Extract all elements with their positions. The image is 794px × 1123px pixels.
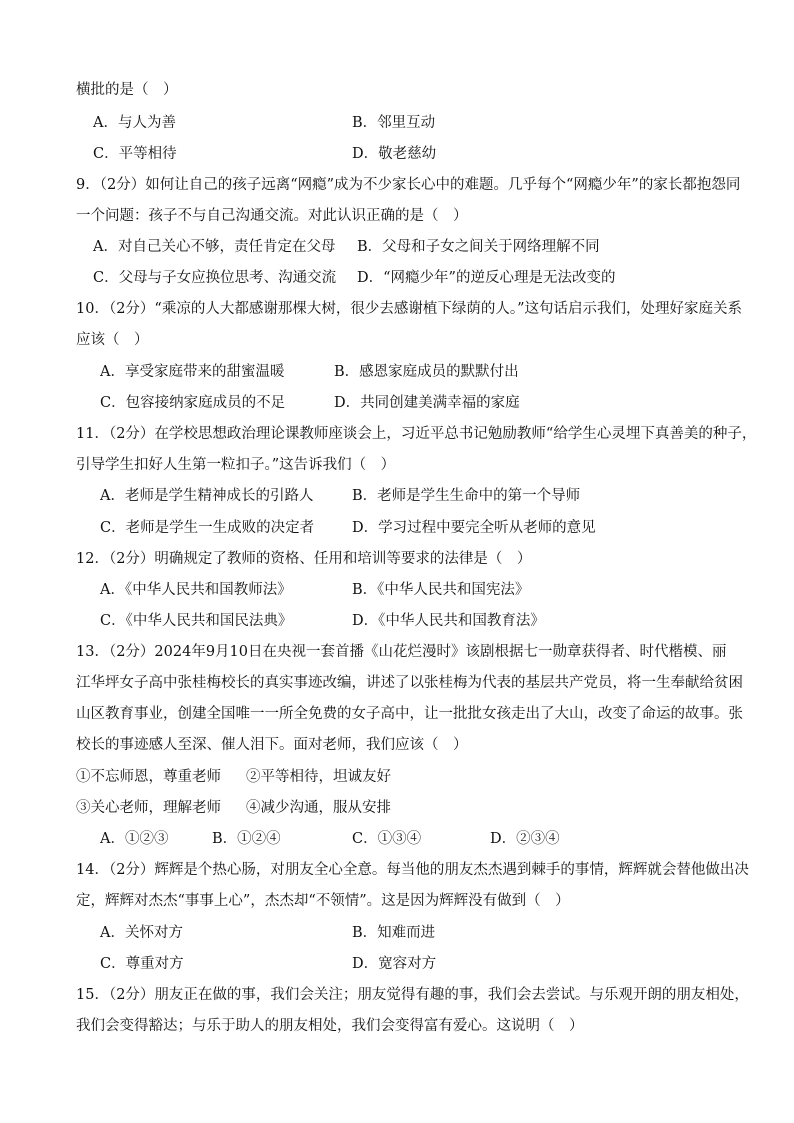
question-10-option-a[interactable]: A．享受家庭带来的甜蜜温暖 <box>100 364 285 380</box>
question-11-stem-line-1: 11．（2分）在学校思想政治理论课教师座谈会上，习近平总书记勉励教师“给学生心灵埋下真善美的种子， <box>76 426 757 442</box>
question-12-option-a[interactable]: A．《中华人民共和国教师法》 <box>100 582 292 598</box>
question-11-option-d[interactable]: D．学习过程中要完全听从老师的意见 <box>352 520 596 536</box>
question-13-stem-line-4: 校长的事迹感人至深、催人泪下。面对老师，我们应该（ ） <box>76 737 468 753</box>
question-11-option-b[interactable]: B．老师是学生生命中的第一个导师 <box>352 488 581 504</box>
question-8-option-a[interactable]: A．与人为善 <box>93 115 176 131</box>
question-10-option-b[interactable]: B．感恩家庭成员的默默付出 <box>334 364 519 380</box>
question-13-stem-line-2: 江华坪女子高中张桂梅校长的真实事迹改编，讲述了以张桂梅为代表的基层共产党员，将一生奉献给贫困 <box>76 675 743 691</box>
question-13-option-c[interactable]: C．①③④ <box>352 831 422 847</box>
question-14-option-c[interactable]: C．尊重对方 <box>100 956 184 972</box>
question-13-stem-line-3: 山区教育事业，创建全国唯一一所全免费的女子高中，让一批批女孩走出了大山，改变了命运的故事。张 <box>76 706 743 722</box>
question-12-option-c[interactable]: C．《中华人民共和国民法典》 <box>100 613 293 629</box>
question-12-option-d[interactable]: D．《中华人民共和国教育法》 <box>352 613 545 629</box>
question-13-statement-2: ②平等相待，坦诚友好 <box>246 769 391 785</box>
question-8-option-c[interactable]: C．平等相待 <box>93 146 177 162</box>
question-10-option-c[interactable]: C．包容接纳家庭成员的不足 <box>100 395 286 411</box>
question-14-option-a[interactable]: A．关怀对方 <box>100 925 183 941</box>
question-11-option-a[interactable]: A．老师是学生精神成长的引路人 <box>100 488 314 504</box>
question-10-option-d[interactable]: D．共同创建美满幸福的家庭 <box>334 395 520 411</box>
question-14-stem-line-1: 14．（2分）辉辉是个热心肠，对朋友全心全意。每当他的朋友杰杰遇到棘手的事情，辉辉就会替他做出决 <box>76 862 749 878</box>
question-9-option-c[interactable]: C．父母与子女应换位思考、沟通交流 <box>93 270 337 286</box>
question-12-option-b[interactable]: B．《中华人民共和国宪法》 <box>352 582 530 598</box>
question-14-option-b[interactable]: B．知难而进 <box>352 925 436 941</box>
question-8-stem: 横批的是（ ） <box>76 82 178 98</box>
question-14-stem-line-2: 定，辉辉对杰杰“事事上心”，杰杰却“不领情”。这是因为辉辉没有做到（ ） <box>76 893 570 909</box>
question-9-option-a[interactable]: A．对自己关心不够，责任肯定在父母 <box>93 239 336 255</box>
question-15-stem-line-2: 我们会变得豁达；与乐于助人的朋友相处，我们会变得富有爱心。这说明（ ） <box>76 1018 584 1034</box>
question-10-stem-line-1: 10．（2分）“乘凉的人大都感谢那棵大树，很少去感谢植下绿荫的人。”这句话启示我们，处理好家庭关系 <box>76 301 742 317</box>
question-14-option-d[interactable]: D．宽容对方 <box>352 956 437 972</box>
question-11-stem-line-2: 引导学生扣好人生第一粒扣子。”这告诉我们（ ） <box>76 457 396 473</box>
question-9-option-d[interactable]: D．“网瘾少年”的逆反心理是无法改变的 <box>357 270 616 286</box>
question-15-stem-line-1: 15．（2分）朋友正在做的事，我们会关注；朋友觉得有趣的事，我们会去尝试。与乐观开朗的朋友相处， <box>76 987 749 1003</box>
question-12-stem: 12．（2分）明确规定了教师的资格、任用和培训等要求的法律是（ ） <box>76 551 532 567</box>
question-8-option-d[interactable]: D．敬老慈幼 <box>352 146 437 162</box>
question-9-stem-line-2: 一个问题：孩子不与自己沟通交流。对此认识正确的是（ ） <box>76 208 468 224</box>
question-11-option-c[interactable]: C．老师是学生一生成败的决定者 <box>100 520 315 536</box>
question-13-statement-1: ①不忘师恩，尊重老师 <box>76 769 221 785</box>
question-9-option-b[interactable]: B．父母和子女之间关于网络理解不同 <box>357 239 600 255</box>
question-13-stem-line-1: 13．（2分）2024年9月10日在央视一套首播《山花烂漫时》该剧根据七一勋章获得者、时代楷模、丽 <box>76 644 727 660</box>
question-13-statement-4: ④减少沟通，服从安排 <box>246 800 391 816</box>
question-13-option-a[interactable]: A．①②③ <box>100 831 169 847</box>
question-13-option-d[interactable]: D．②③④ <box>490 831 560 847</box>
question-9-stem-line-1: 9．（2分）如何让自己的孩子远离“网瘾”成为不少家长心中的难题。几乎每个“网瘾少年”的家长都抱怨同 <box>76 177 741 193</box>
question-13-option-b[interactable]: B．①②④ <box>212 831 281 847</box>
question-13-statement-3: ③关心老师，理解老师 <box>76 800 221 816</box>
question-10-stem-line-2: 应该（ ） <box>76 332 149 348</box>
question-8-option-b[interactable]: B．邻里互动 <box>352 115 436 131</box>
